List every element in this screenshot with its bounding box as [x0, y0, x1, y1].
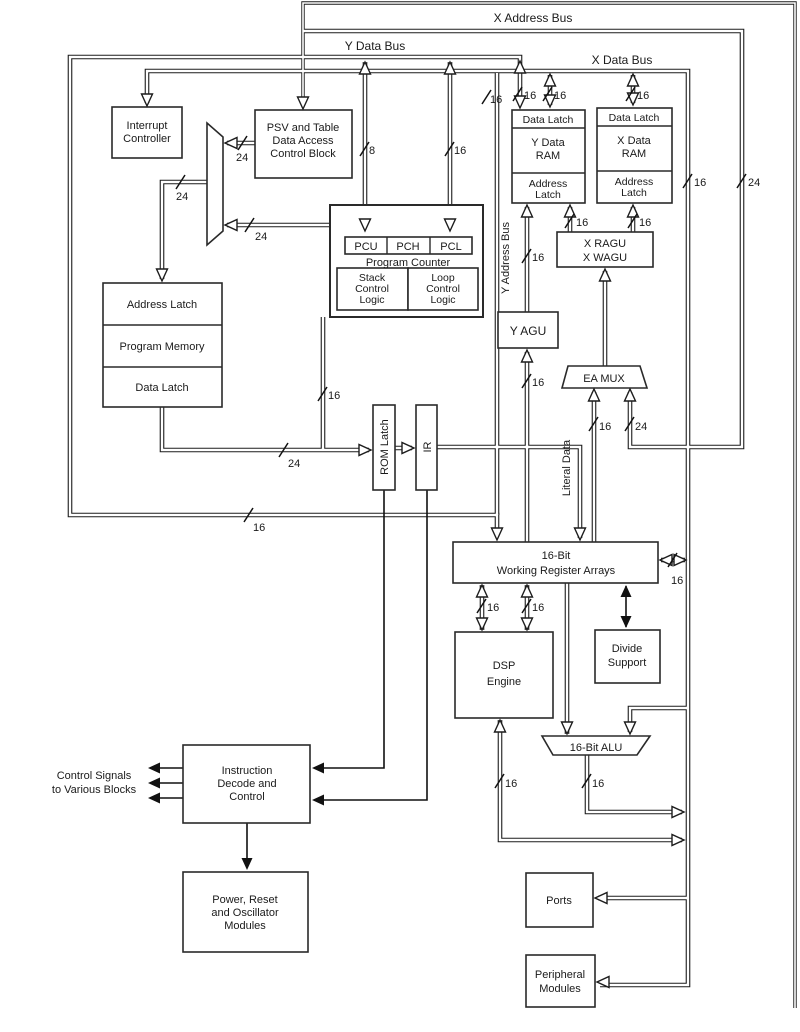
datalatch-to-romlatch: [162, 407, 369, 450]
solid-arrowhead: [242, 858, 253, 870]
peripheral-modules-box: [526, 955, 595, 1007]
width-16: 16: [524, 90, 537, 102]
open-arrowhead: [359, 445, 371, 456]
peripheral-label1: Peripheral: [534, 969, 586, 981]
open-arrowhead: [522, 618, 533, 630]
dsp-label2: Engine: [486, 676, 522, 688]
open-arrowhead: [402, 443, 414, 454]
peripheral-label2: Modules: [539, 983, 581, 995]
divide-label1: Divide: [611, 643, 643, 655]
open-arrowhead: [625, 389, 636, 401]
width-16: 16: [532, 602, 545, 614]
open-arrowhead: [545, 74, 556, 86]
solid-arrowhead: [312, 795, 324, 806]
idc-label1: Instruction: [221, 765, 273, 777]
interrupt-controller-label2: Controller: [123, 133, 171, 145]
open-arrowhead: [672, 807, 684, 818]
x-data-bus-label: X Data Bus: [591, 53, 653, 67]
open-arrowhead: [477, 618, 488, 630]
psv-label1: PSV and Table: [266, 122, 340, 134]
open-arrowhead: [628, 74, 639, 86]
x-address-bus-label: X Address Bus: [493, 11, 573, 25]
rom-latch-label: ROM Latch: [379, 419, 391, 475]
width-16: 16: [532, 252, 545, 264]
dsp-label1: DSP: [492, 660, 516, 672]
open-arrowhead: [595, 893, 607, 904]
control-signals-label1: Control Signals: [56, 770, 132, 782]
open-arrowhead: [492, 528, 503, 540]
pch-label: PCH: [396, 241, 420, 253]
open-arrowhead: [515, 61, 526, 73]
width-16: 16: [328, 390, 341, 402]
address-latch-label: Address Latch: [126, 299, 198, 311]
open-arrowhead: [477, 585, 488, 597]
width-16: 16: [637, 90, 650, 102]
xram-datalatch-label: Data Latch: [608, 112, 660, 124]
open-arrowhead: [522, 350, 533, 362]
program-counter-label: Program Counter: [365, 257, 451, 269]
width-24: 24: [635, 421, 648, 433]
dsp-engine-box: [455, 632, 553, 718]
width-16: 16: [592, 778, 605, 790]
open-arrowhead: [225, 138, 237, 149]
yram-addrlatch-label2: Latch: [535, 189, 561, 201]
width-16: 16: [505, 778, 518, 790]
width-8: 8: [369, 145, 376, 157]
width-16: 16: [694, 177, 707, 189]
solid-arrowhead: [148, 793, 160, 804]
power-label2: and Oscillator: [211, 907, 279, 919]
datalatch-to-romlatch-core: [162, 407, 369, 450]
width-16: 16: [454, 145, 467, 157]
pcu-label: PCU: [354, 241, 378, 253]
open-arrowhead: [600, 269, 611, 281]
width-16: 16: [490, 94, 503, 106]
program-memory-label: Program Memory: [119, 341, 205, 353]
x-ragu-label1: X RAGU: [583, 238, 627, 250]
ea-mux-label: EA MUX: [583, 373, 625, 385]
yram-datalatch-label: Data Latch: [522, 114, 574, 126]
open-arrowhead: [589, 389, 600, 401]
wra-label2: Working Register Arrays: [496, 565, 616, 577]
stack-label3: Logic: [359, 294, 385, 306]
open-arrowhead: [625, 722, 636, 734]
open-arrowhead: [360, 62, 371, 74]
xram-addrlatch-label1: Address: [614, 176, 654, 188]
open-arrowhead: [672, 835, 684, 846]
pcl-label: PCL: [440, 241, 462, 253]
stack-label1: Stack: [358, 272, 386, 284]
solid-arrowhead: [621, 585, 632, 597]
solid-arrowhead: [148, 763, 160, 774]
open-arrowhead: [225, 220, 237, 231]
wra-label1: 16-Bit: [541, 550, 571, 562]
address-mux: [207, 123, 223, 245]
interrupt-controller-label: Interrupt: [126, 120, 168, 132]
width-16: 16: [576, 217, 589, 229]
width-24: 24: [176, 191, 189, 203]
ports-label: Ports: [546, 895, 572, 907]
xram-label1: X Data: [617, 135, 651, 147]
width-24: 24: [288, 458, 301, 470]
width-16: 16: [487, 602, 500, 614]
psv-label2: Data Access: [272, 135, 334, 147]
divide-label2: Support: [607, 657, 647, 669]
idc-label2: Decode and: [217, 778, 277, 790]
solid-arrowhead: [148, 778, 160, 789]
xram-addrlatch-label2: Latch: [621, 187, 647, 199]
loop-label3: Logic: [430, 294, 456, 306]
xbus-to-alu: [630, 708, 688, 732]
open-arrowhead: [298, 97, 309, 109]
romlatch-to-idc: [314, 490, 384, 768]
loop-label2: Control: [426, 283, 460, 295]
alu-label: 16-Bit ALU: [569, 742, 623, 754]
psv-label3: Control Block: [270, 148, 336, 160]
width-16: 16: [253, 522, 266, 534]
control-signals-label2: to Various Blocks: [51, 784, 137, 796]
y-agu-label: Y AGU: [509, 324, 547, 338]
ir-to-idc: [314, 490, 427, 800]
open-arrowhead: [575, 528, 586, 540]
idc-label3: Control: [229, 791, 265, 803]
width-16: 16: [639, 217, 652, 229]
x-ragu-label2: X WAGU: [582, 252, 628, 264]
open-arrowhead: [445, 62, 456, 74]
open-arrowhead: [157, 269, 168, 281]
literal-data-label: Literal Data: [561, 439, 573, 497]
y-data-bus-label: Y Data Bus: [344, 39, 406, 53]
width-16: 16: [671, 575, 684, 587]
ir-label: IR: [422, 441, 434, 453]
solid-arrowhead: [621, 616, 632, 628]
power-label1: Power, Reset: [212, 894, 278, 906]
xram-label2: RAM: [621, 148, 647, 160]
yram-label2: RAM: [535, 150, 561, 162]
width-24: 24: [748, 177, 761, 189]
stack-label2: Control: [355, 283, 389, 295]
xbus-to-alu-core: [630, 708, 688, 732]
width-24: 24: [236, 152, 249, 164]
y-address-bus-vertical-label: Y Address Bus: [500, 222, 512, 294]
yram-addrlatch-label1: Address: [528, 178, 568, 190]
open-arrowhead: [562, 722, 573, 734]
solid-arrowhead: [312, 763, 324, 774]
width-16: 16: [532, 377, 545, 389]
loop-label1: Loop: [431, 272, 455, 284]
open-arrowhead: [522, 585, 533, 597]
width-16: 16: [554, 90, 567, 102]
data-latch-label: Data Latch: [135, 382, 189, 394]
ir-literal-data-core: [437, 447, 580, 538]
open-arrowhead: [142, 94, 153, 106]
ir-literal-data: [437, 447, 580, 538]
yram-label1: Y Data: [531, 137, 565, 149]
open-arrowhead: [495, 720, 506, 732]
power-label3: Modules: [224, 920, 266, 932]
open-arrowhead: [522, 205, 533, 217]
width-24: 24: [255, 231, 268, 243]
width-16: 16: [599, 421, 612, 433]
